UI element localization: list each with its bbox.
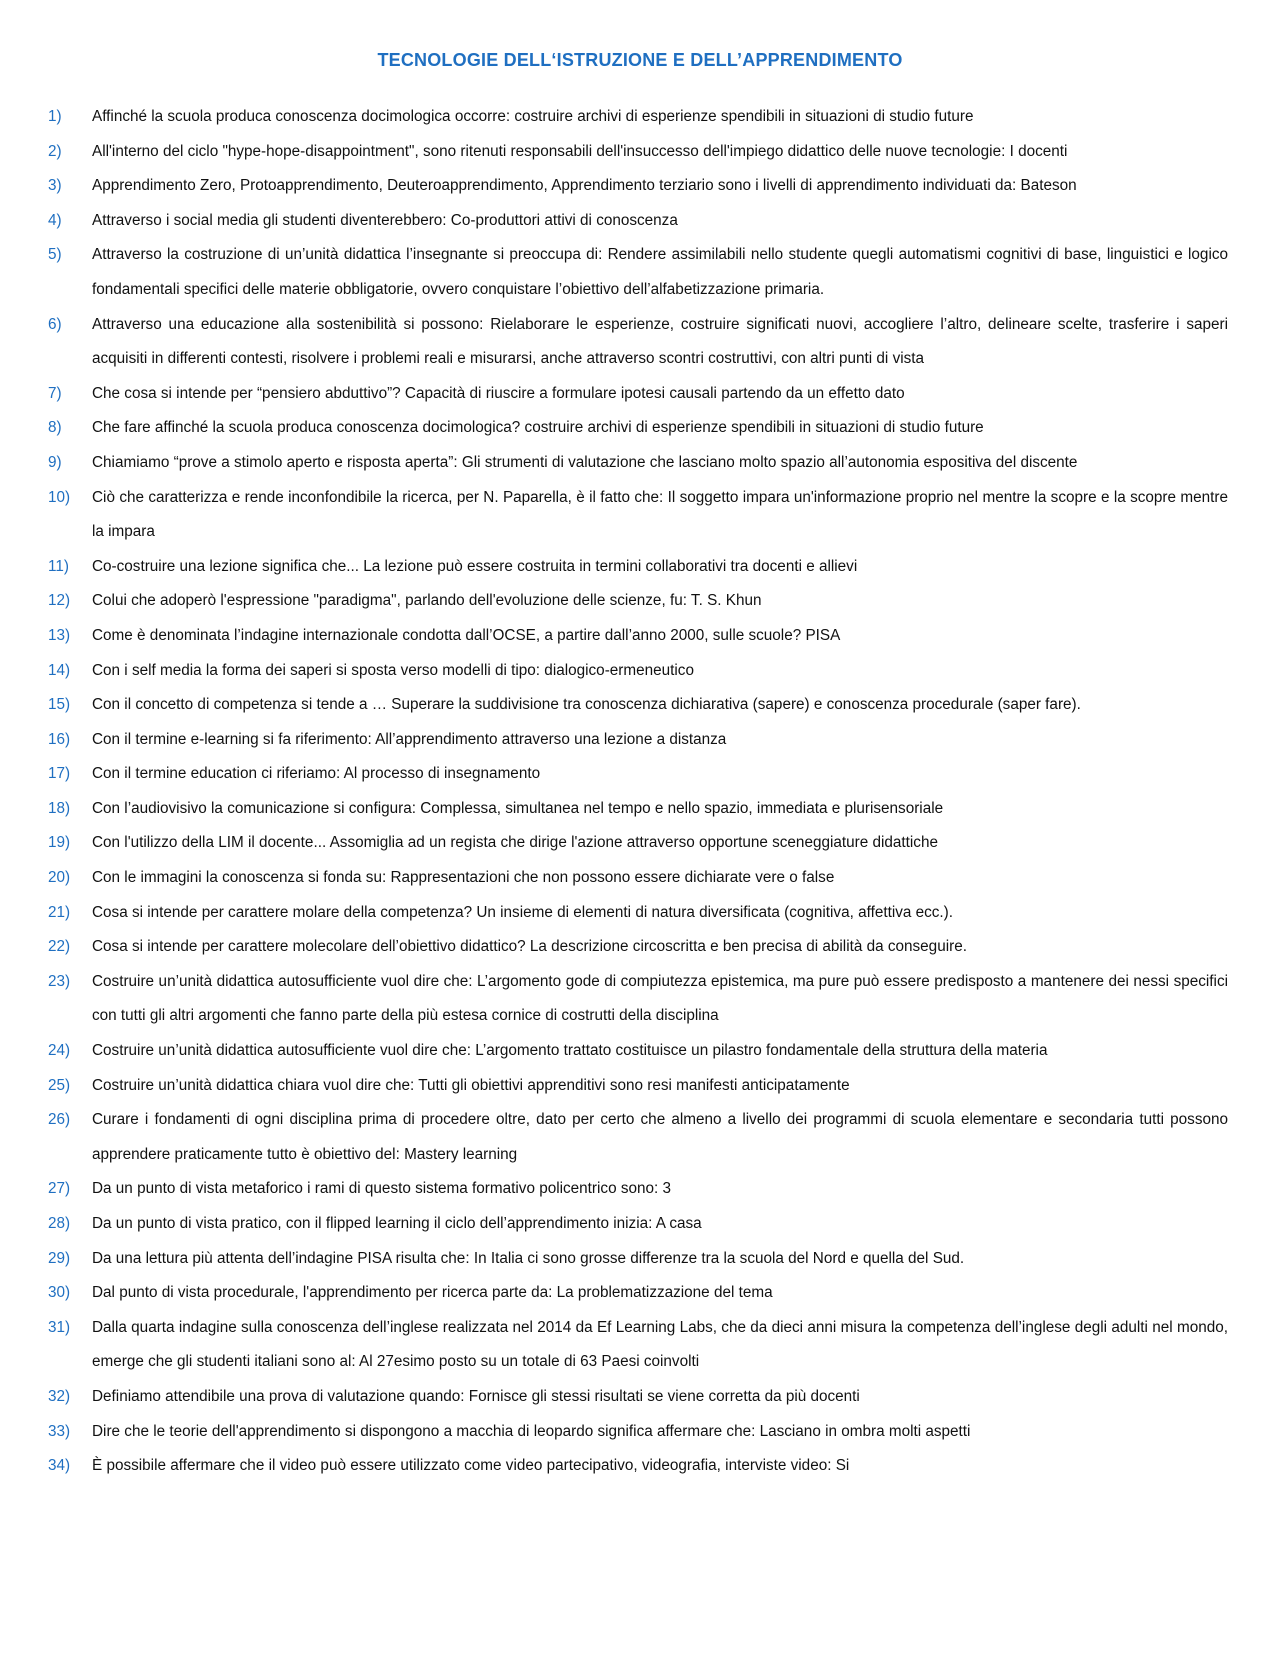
item-text: Ciò che caratterizza e rende inconfondibile la ricerca, per N. Paparella, è il fatto che: Il soggetto impara un'informazione proprio nel mentre la scopre e la scopre mentre la impara — [92, 488, 1228, 541]
list-item — [48, 654, 1228, 689]
item-text: Con il concetto di competenza si tende a … Superare la suddivisione tra conoscenza dichiarativa (sapere) e conoscenza procedurale (saper fare). — [92, 696, 1081, 714]
item-number: 2) — [48, 142, 62, 160]
item-text: Attraverso una educazione alla sostenibilità si possono: Rielaborare le esperienze, costruire significati nuovi, accogliere l’altro, delineare scelte, trasferire i saperi acquisiti in differenti contesti, risolvere i problemi reali e misurarsi, anche attraverso scontri costruttivi, con altri punti di vista — [92, 315, 1228, 368]
item-number: 7) — [48, 384, 62, 402]
item-text: Dire che le teorie dell'apprendimento si dispongono a macchia di leopardo significa affermare che: Lasciano in ombra molti aspetti — [92, 1422, 971, 1440]
item-text: Da una lettura più attenta dell’indagine PISA risulta che: In Italia ci sono grosse differenze tra la scuola del Nord e quella del Sud. — [92, 1249, 965, 1267]
item-text: Da un punto di vista metaforico i rami di questo sistema formativo policentrico sono: 3 — [92, 1180, 672, 1198]
list-item — [48, 100, 1228, 135]
item-text: Costruire un’unità didattica chiara vuol dire che: Tutti gli obiettivi apprenditivi sono resi manifesti anticipatamente — [92, 1076, 850, 1094]
item-number: 20) — [48, 869, 71, 887]
list-item — [48, 723, 1228, 758]
item-text: Che fare affinché la scuola produca conoscenza docimologica? costruire archivi di esperienze spendibili in situazioni di studio future — [92, 419, 984, 437]
list-item — [48, 204, 1228, 239]
item-number: 13) — [48, 626, 71, 644]
item-number: 3) — [48, 177, 62, 195]
item-text: Con le immagini la conoscenza si fonda su: Rappresentazioni che non possono essere dichiarate vere o false — [92, 869, 835, 887]
list-item — [48, 411, 1228, 446]
list-item — [48, 1069, 1228, 1104]
item-number: 17) — [48, 765, 71, 783]
item-number: 8) — [48, 419, 62, 437]
item-number: 24) — [48, 1042, 71, 1060]
page-title: TECNOLOGIE DELL‘ISTRUZIONE E DELL’APPRENDIMENTO — [377, 50, 903, 70]
item-text: Attraverso la costruzione di un’unità didattica l’insegnante si preoccupa di: Rendere assimilabili nello studente quegli automatismi cognitivi di base, linguistici e logico fondamentali specifici delle materie obbligatorie, ovvero conquistare l’obiettivo dell’alfabetizzazione primaria. — [92, 246, 1228, 298]
list-item — [48, 861, 1228, 896]
question-list — [48, 100, 1228, 1484]
list-item — [48, 550, 1228, 585]
item-text: Colui che adoperò l'espressione "paradigma", parlando dell'evoluzione delle scienze, fu: T. S. Khun — [92, 592, 762, 610]
list-item — [48, 1207, 1228, 1242]
item-number: 12) — [48, 592, 71, 610]
list-item — [48, 446, 1228, 481]
item-text: Definiamo attendibile una prova di valutazione quando: Fornisce gli stessi risultati se viene corretta da più docenti — [92, 1387, 860, 1405]
list-item — [48, 584, 1228, 619]
item-text: Da un punto di vista pratico, con il flipped learning il ciclo dell’apprendimento inizia: A casa — [92, 1215, 702, 1232]
item-number: 9) — [48, 453, 62, 471]
item-text: Con i self media la forma dei saperi si sposta verso modelli di tipo: dialogico-ermeneutico — [92, 661, 694, 679]
item-number: 33) — [48, 1422, 71, 1440]
item-number: 28) — [48, 1215, 71, 1232]
list-item — [48, 1242, 1228, 1277]
list-item — [48, 930, 1228, 965]
item-number: 10) — [48, 488, 71, 506]
list-item — [48, 965, 1228, 1034]
item-text: Curare i fondamenti di ogni disciplina prima di procedere oltre, dato per certo che almeno a livello dei programmi di scuola elementare e secondaria tutti possono apprendere praticamente tutto è obiettivo del: Mastery learning — [92, 1111, 1228, 1163]
item-number: 21) — [48, 903, 71, 921]
item-number: 6) — [48, 315, 62, 333]
list-item — [48, 1172, 1228, 1207]
list-item — [48, 1034, 1228, 1069]
item-number: 31) — [48, 1318, 71, 1336]
item-number: 23) — [48, 972, 71, 990]
item-text: Chiamiamo “prove a stimolo aperto e risposta aperta”: Gli strumenti di valutazione che lasciano molto spazio all’autonomia espositiva del discente — [92, 453, 1078, 471]
item-text: Costruire un’unità didattica autosufficiente vuol dire che: L’argomento trattato costituisce un pilastro fondamentale della struttura della materia — [92, 1042, 1048, 1060]
item-text: Affinché la scuola produca conoscenza docimologica occorre: costruire archivi di esperienze spendibili in situazioni di studio future — [92, 108, 974, 125]
item-text: Dalla quarta indagine sulla conoscenza dell’inglese realizzata nel 2014 da Ef Learning Labs, che da dieci anni misura la competenza dell’inglese degli adulti nel mondo, emerge che gli studenti italiani sono al: Al 27esimo posto su un totale di 63 Paesi coinvolti — [92, 1318, 1228, 1371]
item-text: Apprendimento Zero, Protoapprendimento, Deuteroapprendimento, Apprendimento terziario sono i livelli di apprendimento individuati da: Bateson — [92, 177, 1077, 195]
item-text: Con l’audiovisivo la comunicazione si configura: Complessa, simultanea nel tempo e nello spazio, immediata e plurisensoriale — [92, 799, 944, 817]
item-number: 29) — [48, 1249, 71, 1267]
item-text: Come è denominata l’indagine internazionale condotta dall’OCSE, a partire dall’anno 2000, sulle scuole? PISA — [92, 626, 841, 644]
list-item — [48, 1276, 1228, 1311]
list-item — [48, 1415, 1228, 1450]
item-number: 22) — [48, 938, 71, 956]
list-item — [48, 169, 1228, 204]
item-number: 4) — [48, 211, 62, 229]
item-text: Dal punto di vista procedurale, l'apprendimento per ricerca parte da: La problematizzazione del tema — [92, 1284, 773, 1302]
list-item — [48, 135, 1228, 170]
item-text: Con l'utilizzo della LIM il docente... Assomiglia ad un regista che dirige l'azione attraverso opportune sceneggiature didattiche — [92, 834, 938, 852]
item-number: 18) — [48, 799, 71, 817]
item-number: 32) — [48, 1387, 71, 1405]
item-number: 27) — [48, 1180, 71, 1198]
item-number: 11) — [48, 557, 69, 575]
item-number: 25) — [48, 1076, 71, 1094]
list-item — [48, 308, 1228, 377]
list-item — [48, 757, 1228, 792]
item-number: 5) — [48, 246, 62, 264]
item-text: Con il termine education ci riferiamo: Al processo di insegnamento — [92, 765, 541, 783]
list-item — [48, 1380, 1228, 1415]
item-number: 26) — [48, 1111, 71, 1129]
list-item — [48, 1449, 1228, 1484]
list-item — [48, 792, 1228, 827]
item-text: All'interno del ciclo "hype-hope-disappointment", sono ritenuti responsabili dell'insuccesso dell'impiego didattico delle nuove tecnologie: I docenti — [92, 142, 1068, 160]
list-item — [48, 688, 1228, 723]
item-number: 30) — [48, 1284, 71, 1302]
list-item — [48, 826, 1228, 861]
item-text: Cosa si intende per carattere molare della competenza? Un insieme di elementi di natura diversificata (cognitiva, affettiva ecc.). — [92, 903, 954, 921]
list-item — [48, 377, 1228, 412]
item-text: Co-costruire una lezione significa che... La lezione può essere costruita in termini collaborativi tra docenti e allievi — [92, 557, 858, 575]
list-item — [48, 1103, 1228, 1172]
item-number: 15) — [48, 696, 71, 714]
item-number: 34) — [48, 1457, 71, 1475]
item-text: Costruire un’unità didattica autosufficiente vuol dire che: L’argomento gode di compiutezza epistemica, ma pure può essere predisposto a mantenere dei nessi specifici con tutti gli altri argomenti che fanno parte della più estesa cornice di costrutti della disciplina — [92, 972, 1228, 1025]
item-text: Attraverso i social media gli studenti diventerebbero: Co-produttori attivi di conoscenza — [92, 211, 678, 229]
item-number: 19) — [48, 834, 71, 852]
list-item — [48, 481, 1228, 550]
list-item — [48, 896, 1228, 931]
item-text: Con il termine e-learning si fa riferimento: All’apprendimento attraverso una lezione a distanza — [92, 730, 727, 748]
list-item — [48, 238, 1228, 307]
item-text: Cosa si intende per carattere molecolare dell’obiettivo didattico? La descrizione circoscritta e ben precisa di abilità da conseguire. — [92, 938, 967, 956]
item-number: 1) — [48, 108, 62, 125]
list-item — [48, 619, 1228, 654]
list-item — [48, 1311, 1228, 1380]
item-number: 14) — [48, 661, 71, 679]
item-number: 16) — [48, 730, 71, 748]
item-text: È possibile affermare che il video può essere utilizzato come video partecipativo, videografia, interviste video: Si — [92, 1457, 850, 1475]
item-text: Che cosa si intende per “pensiero abduttivo”? Capacità di riuscire a formulare ipotesi causali partendo da un effetto dato — [92, 384, 905, 402]
